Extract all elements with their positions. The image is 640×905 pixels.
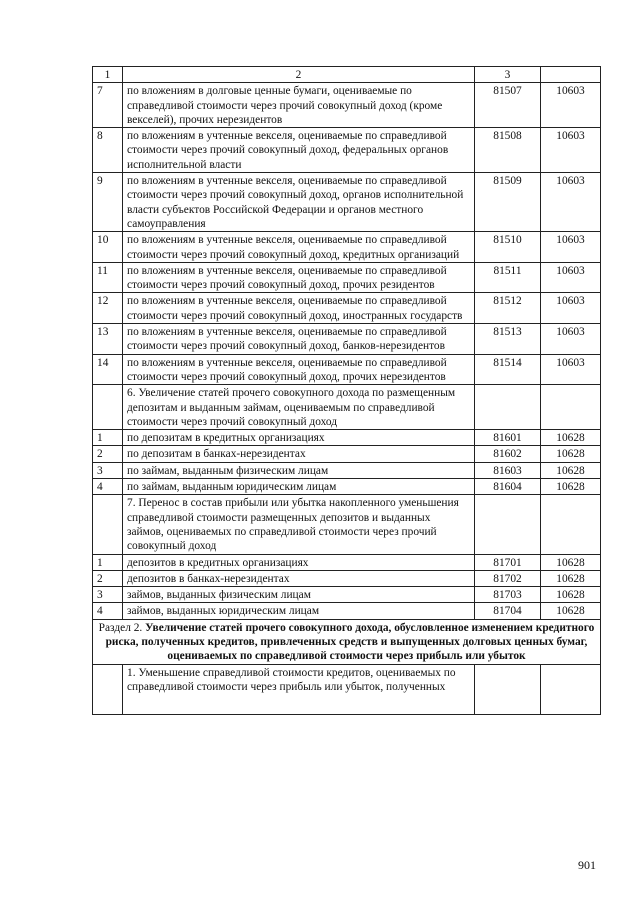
row-code: 81514 (475, 354, 541, 385)
table-row (93, 430, 601, 446)
row-account: 10628 (541, 603, 601, 619)
table-row (93, 83, 601, 128)
row-code: 81513 (475, 324, 541, 355)
row-code: 81602 (475, 446, 541, 462)
table-row (93, 603, 601, 619)
row-number: 10 (93, 232, 123, 263)
header-col-2: 2 (123, 67, 475, 83)
row-code: 81512 (475, 293, 541, 324)
row-description: по займам, выданным юридическим лицам (123, 479, 475, 495)
table-row (93, 128, 601, 173)
group-7-title: 7. Перенос в состав прибыли или убытка накопленного уменьшения справедливой стоимости размещенных депозитов и выданных займов, оцениваемых по справедливой стоимости через прочий совокупный доход (123, 495, 475, 554)
section-row (93, 619, 601, 664)
row-number: 13 (93, 324, 123, 355)
row-code: 81703 (475, 587, 541, 603)
row-description: по займам, выданным физическим лицам (123, 462, 475, 478)
table-row (93, 293, 601, 324)
section-2-title: Увеличение статей прочего совокупного дохода, обусловленное изменением кредитного риска, полученных кредитов, привлеченных средств и выпущенных долговых ценных бумаг, оцениваемых по справедливой стоимости через прибыль или убыток (105, 621, 595, 663)
section-2-prefix: Раздел 2. (98, 621, 146, 634)
table-row (93, 173, 601, 232)
group-title-row (93, 385, 601, 430)
row-description: депозитов в банках-нерезидентах (123, 570, 475, 586)
row-code: 81603 (475, 462, 541, 478)
table-row (93, 354, 601, 385)
table-row (93, 446, 601, 462)
row-account: 10603 (541, 354, 601, 385)
row-code: 81604 (475, 479, 541, 495)
row-number: 1 (93, 430, 123, 446)
row-account: 10628 (541, 587, 601, 603)
header-row (93, 67, 601, 83)
row-description: по вложениям в долговые ценные бумаги, оцениваемые по справедливой стоимости через прочий совокупный доход (кроме векселей), прочих нерезидентов (123, 83, 475, 128)
row-account: 10628 (541, 462, 601, 478)
row-description: по вложениям в учтенные векселя, оцениваемые по справедливой стоимости через прочий совокупный доход, кредитных организаций (123, 232, 475, 263)
row-number: 11 (93, 262, 123, 293)
row-code: 81511 (475, 262, 541, 293)
group-title-row (93, 495, 601, 554)
row-code: 81509 (475, 173, 541, 232)
row-description: по вложениям в учтенные векселя, оцениваемые по справедливой стоимости через прочий совокупный доход, банков-нерезидентов (123, 324, 475, 355)
table-row (93, 462, 601, 478)
row-code: 81702 (475, 570, 541, 586)
row-description: займов, выданных физическим лицам (123, 587, 475, 603)
row-number: 9 (93, 173, 123, 232)
row-description: депозитов в кредитных организациях (123, 554, 475, 570)
row-account: 10628 (541, 479, 601, 495)
row-number: 14 (93, 354, 123, 385)
row-number: 7 (93, 83, 123, 128)
section-2-heading (93, 619, 601, 664)
row-code: 81701 (475, 554, 541, 570)
row-account: 10603 (541, 232, 601, 263)
row-account: 10603 (541, 324, 601, 355)
row-code: 81704 (475, 603, 541, 619)
row-account: 10628 (541, 570, 601, 586)
row-number: 8 (93, 128, 123, 173)
row-description: по вложениям в учтенные векселя, оцениваемые по справедливой стоимости через прочий совокупный доход, прочих нерезидентов (123, 354, 475, 385)
row-account: 10628 (541, 430, 601, 446)
row-account: 10603 (541, 83, 601, 128)
row-description: по вложениям в учтенные векселя, оцениваемые по справедливой стоимости через прочий совокупный доход, федеральных органов исполнительной власти (123, 128, 475, 173)
row-description: по вложениям в учтенные векселя, оцениваемые по справедливой стоимости через прочий совокупный доход, органов исполнительной власти субъектов Российской Федерации и органов местного самоуправления (123, 173, 475, 232)
row-account: 10603 (541, 262, 601, 293)
row-description: займов, выданных юридическим лицам (123, 603, 475, 619)
row-description: по депозитам в банках-нерезидентах (123, 446, 475, 462)
row-account: 10603 (541, 293, 601, 324)
group-title-row (93, 664, 601, 714)
table-row (93, 324, 601, 355)
row-account: 10628 (541, 446, 601, 462)
row-number: 3 (93, 587, 123, 603)
row-code: 81507 (475, 83, 541, 128)
row-code: 81601 (475, 430, 541, 446)
row-description: по вложениям в учтенные векселя, оцениваемые по справедливой стоимости через прочий совокупный доход, иностранных государств (123, 293, 475, 324)
table-row (93, 570, 601, 586)
row-description: по депозитам в кредитных организациях (123, 430, 475, 446)
group-6-title: 6. Увеличение статей прочего совокупного дохода по размещенным депозитам и выданным займам, оцениваемым по справедливой стоимости через прочий совокупный доход (123, 385, 475, 430)
table-row (93, 262, 601, 293)
row-description: по вложениям в учтенные векселя, оцениваемые по справедливой стоимости через прочий совокупный доход, прочих резидентов (123, 262, 475, 293)
row-number: 3 (93, 462, 123, 478)
row-account: 10628 (541, 554, 601, 570)
row-number: 2 (93, 446, 123, 462)
accounts-table (92, 66, 601, 715)
table-row (93, 232, 601, 263)
table-row (93, 587, 601, 603)
row-code: 81508 (475, 128, 541, 173)
row-number: 4 (93, 479, 123, 495)
header-col-4 (541, 67, 601, 83)
row-number: 4 (93, 603, 123, 619)
row-account: 10603 (541, 128, 601, 173)
page-number: 901 (578, 858, 596, 872)
table-row (93, 479, 601, 495)
row-account: 10603 (541, 173, 601, 232)
row-number: 1 (93, 554, 123, 570)
row-number: 12 (93, 293, 123, 324)
group-1-title: 1. Уменьшение справедливой стоимости кредитов, оцениваемых по справедливой стоимости через прибыль или убыток, полученных (123, 664, 475, 714)
table-row (93, 554, 601, 570)
row-code: 81510 (475, 232, 541, 263)
header-col-3: 3 (475, 67, 541, 83)
header-col-1: 1 (93, 67, 123, 83)
row-number: 2 (93, 570, 123, 586)
